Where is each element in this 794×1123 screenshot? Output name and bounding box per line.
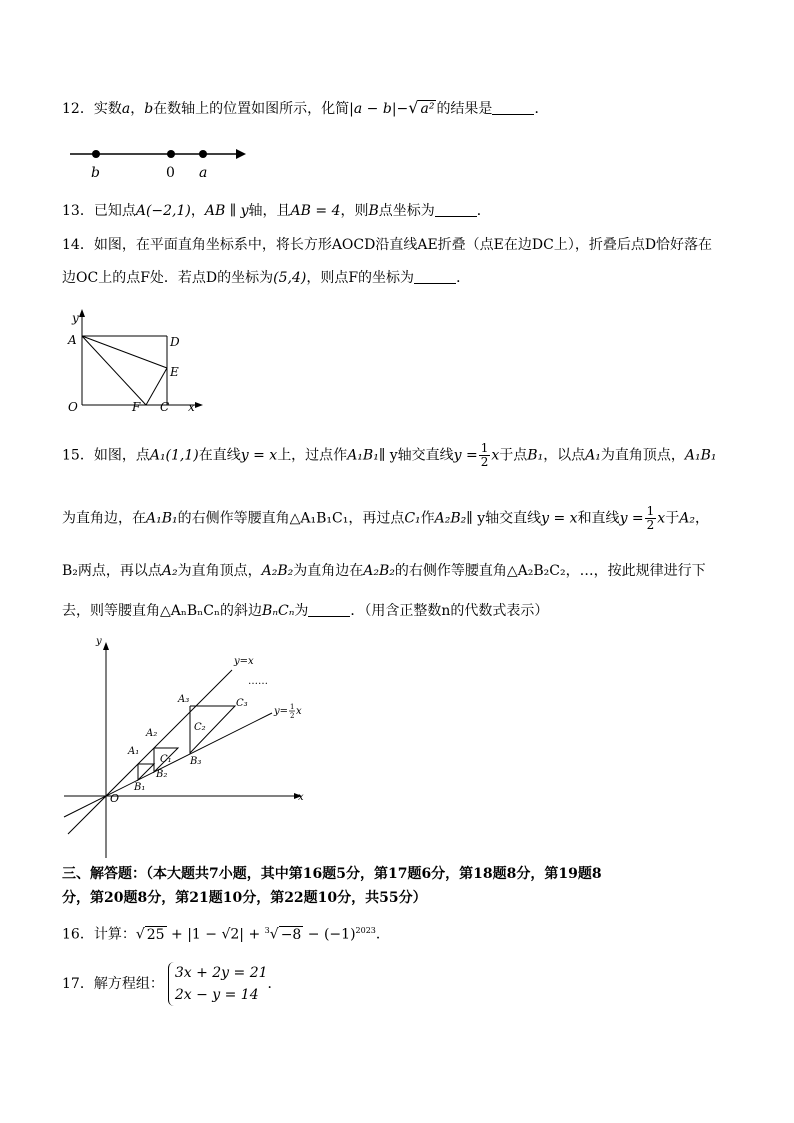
svg-text:B₂: B₂ xyxy=(156,769,168,780)
svg-text:y: y xyxy=(72,311,79,325)
svg-text:B₃: B₃ xyxy=(190,756,202,767)
isosceles-triangles-figure xyxy=(60,630,320,862)
svg-text:A: A xyxy=(68,333,77,347)
point-b xyxy=(92,150,100,158)
point-zero xyxy=(167,150,175,158)
question-16: 16．计算：√ $25 + |1 - √2| + ^3√ -8 - (-1)^{2023}$． xyxy=(62,926,390,943)
q14-answer-blank[interactable] xyxy=(414,269,456,284)
svg-text:C₁: C₁ xyxy=(160,754,172,765)
q12-answer-blank[interactable] xyxy=(492,100,534,115)
q15-answer-blank[interactable] xyxy=(308,602,350,617)
question-17: 17．解方程组：3x + 2y = 21 2x − y = 14． xyxy=(62,962,282,1006)
question-14-line1: 14．如图，在平面直角坐标系中，将长方形AOCD沿直线AE折叠（点E在边DC上），折叠后点D恰好落在 xyxy=(62,237,713,253)
svg-text:E: E xyxy=(170,365,179,379)
equation-system: 3x + 2y = 21 2x − y = 14 xyxy=(168,962,268,1006)
question-15-line4: 去，则等腰直角△AₙBₙCₙ的斜边BₙCₙ为 ．（用含正整数n的代数式表示） xyxy=(62,603,549,619)
svg-text:x: x xyxy=(296,706,302,717)
svg-text:y=x: y=x xyxy=(234,656,254,667)
svg-text:……: …… xyxy=(248,676,268,687)
svg-text:C₂: C₂ xyxy=(194,722,206,733)
fold-rectangle-figure xyxy=(60,305,210,420)
label-a: a xyxy=(199,165,208,181)
section-3-heading-line1: 三、解答题：（本大题共7小题，其中第16题5分，第17题6分，第18题8分，第19题8 xyxy=(62,866,602,882)
question-15-line1: 15．如图，点A₁(1,1)在直线y = x上，过点作A₁B₁∥ y轴交直线y = $\frac{1}{2}$ x于点B₁，以点A₁为直角顶点，A₁B₁ xyxy=(62,441,717,469)
question-14-line2: 边OC上的点F处．若点D的坐标为(5,4)，则点F的坐标为 ． xyxy=(62,270,471,286)
q13-answer-blank[interactable] xyxy=(435,202,477,217)
svg-text:x: x xyxy=(298,792,304,803)
svg-text:A₁: A₁ xyxy=(128,746,140,757)
question-15-line3: B₂两点，再以点A₂为直角顶点，A₂B₂为直角边在A₂B₂的右侧作等腰直角△A₂B₂C₂，…，按此规律进行下 xyxy=(62,563,706,579)
question-12: 12．实数a，b在数轴上的位置如图所示，化简|a − b|−√ a² 的结果是 ． xyxy=(62,98,549,117)
svg-text:y=: y= xyxy=(274,706,289,717)
svg-text:D: D xyxy=(170,335,180,349)
svg-text:A₃: A₃ xyxy=(178,694,190,705)
point-a xyxy=(199,150,207,158)
section-3-heading-line2: 分，第20题8分，第21题10分，第22题10分，共55分） xyxy=(62,890,427,906)
svg-text:C₃: C₃ xyxy=(236,698,248,709)
svg-text:1: 1 xyxy=(290,703,295,711)
svg-text:O: O xyxy=(110,792,120,805)
svg-text:F: F xyxy=(132,400,141,414)
label-zero: 0 xyxy=(166,165,175,181)
label-b: b xyxy=(91,165,100,181)
svg-text:B₁: B₁ xyxy=(134,782,146,793)
svg-text:2: 2 xyxy=(290,712,295,720)
svg-text:x: x xyxy=(188,400,195,414)
svg-text:A₂: A₂ xyxy=(146,728,158,739)
question-15-line2: 为直角边，在A₁B₁的右侧作等腰直角△A₁B₁C₁，再过点C₁作A₂B₂∥ y轴交直线y = x和直线y = $\frac{1}{2}$ x于A₂， xyxy=(62,504,709,532)
svg-text:C: C xyxy=(160,400,170,414)
number-line-figure xyxy=(64,140,254,182)
q12-number: 12． xyxy=(62,101,94,117)
svg-text:y: y xyxy=(96,636,102,647)
question-13: 13．已知点A(−2,1)，AB ∥ y轴，且AB = 4，则B点坐标为 ． xyxy=(62,203,491,219)
svg-text:O: O xyxy=(68,400,78,414)
